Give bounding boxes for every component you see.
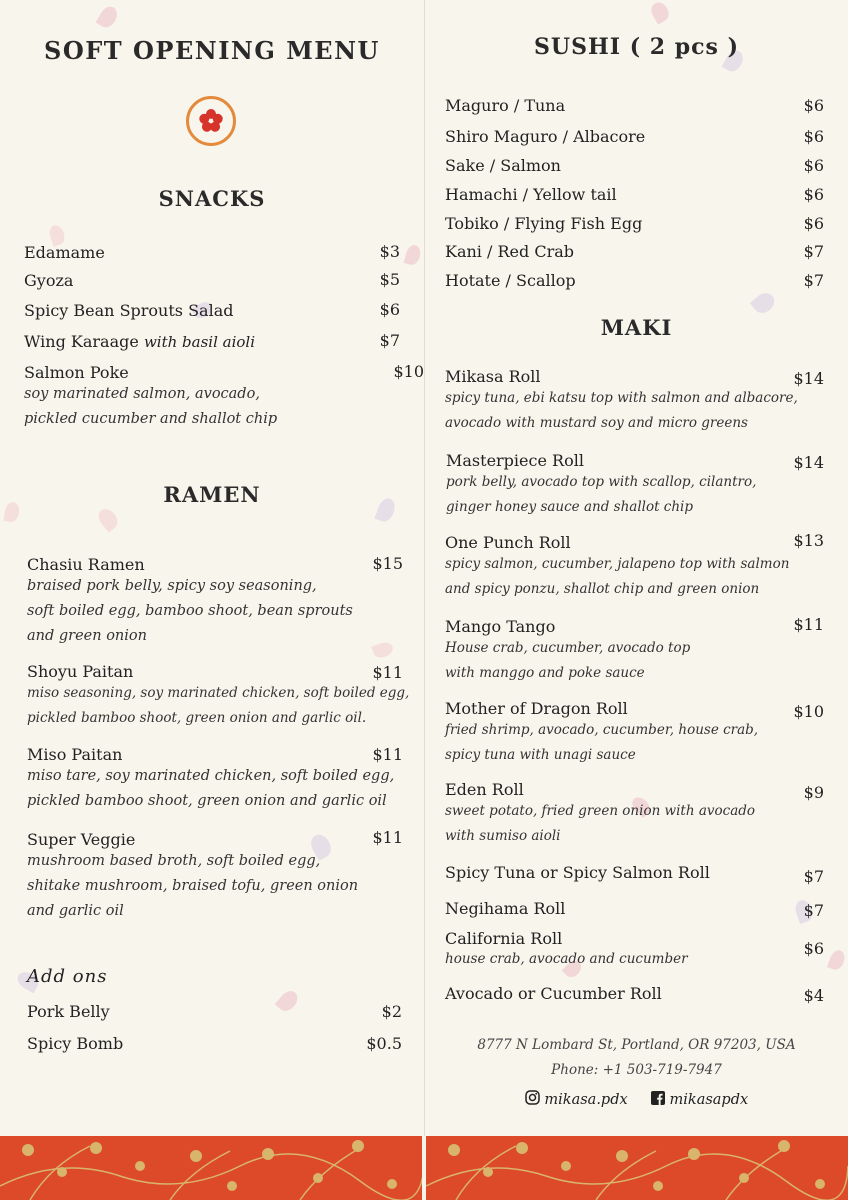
item-description: and garlic oil bbox=[27, 903, 124, 919]
item-name: Masterpiece Roll bbox=[446, 451, 584, 470]
item-price: $11 bbox=[372, 745, 403, 764]
item-price: $11 bbox=[793, 615, 824, 634]
item-name: Hamachi / Yellow tail bbox=[445, 185, 617, 204]
item-description: pickled cucumber and shallot chip bbox=[24, 411, 278, 427]
item-price: $13 bbox=[793, 531, 824, 550]
item-note: with basil aioli bbox=[143, 333, 256, 351]
addons-heading: Add ons bbox=[27, 966, 108, 987]
item-description: miso seasoning, soy marinated chicken, soft boiled egg, bbox=[27, 685, 410, 701]
item-name: Hotate / Scallop bbox=[445, 271, 576, 290]
item-price: $6 bbox=[803, 214, 824, 233]
item-description: with manggo and poke sauce bbox=[445, 665, 645, 681]
item-conjunction: or bbox=[518, 984, 536, 1003]
item-name: Mango Tango bbox=[445, 617, 556, 636]
item-price: $10 bbox=[393, 362, 424, 381]
item-price: $2 bbox=[381, 1002, 402, 1021]
sushi-heading: SUSHI ( 2 pcs ) bbox=[534, 34, 739, 60]
menu-item bbox=[24, 243, 105, 262]
item-description: and green onion bbox=[27, 628, 147, 644]
menu-item bbox=[445, 899, 565, 918]
item-description: pickled bamboo shoot, green onion and garlic oil bbox=[27, 793, 387, 809]
item-price: $7 bbox=[803, 867, 824, 886]
item-description: and spicy ponzu, shallot chip and green onion bbox=[445, 581, 760, 597]
menu-item bbox=[445, 533, 789, 602]
item-name: Avocado bbox=[445, 984, 513, 1003]
item-name: California Roll bbox=[445, 929, 563, 948]
item-name: One Punch Roll bbox=[445, 533, 571, 552]
social-links bbox=[425, 1090, 848, 1109]
item-name: Shiro Maguro / Albacore bbox=[445, 127, 646, 146]
item-name: Miso Paitan bbox=[27, 745, 123, 764]
item-description: pickled bamboo shoot, green onion and garlic oil. bbox=[27, 710, 367, 726]
menu-item bbox=[27, 1002, 110, 1021]
item-name: Eden Roll bbox=[445, 780, 524, 799]
item-name: Kani / Red Crab bbox=[445, 242, 574, 261]
menu-item bbox=[445, 214, 642, 233]
item-price: $11 bbox=[372, 828, 403, 847]
facebook-icon[interactable] bbox=[651, 1091, 665, 1109]
item-description: with sumiso aioli bbox=[445, 828, 561, 844]
instagram-handle[interactable]: mikasa.pdx bbox=[544, 1091, 628, 1108]
item-description: spicy salmon, cucumber, jalapeno top with salmon bbox=[445, 556, 790, 572]
item-description: House crab, cucumber, avocado top bbox=[445, 640, 691, 656]
item-name: Wing Karaage bbox=[24, 332, 139, 351]
item-name: Spicy Bomb bbox=[27, 1034, 124, 1053]
item-description: soy marinated salmon, avocado, bbox=[24, 386, 260, 402]
maki-heading: MAKI bbox=[600, 315, 673, 340]
item-price: $6 bbox=[803, 156, 824, 175]
item-price: $3 bbox=[379, 242, 400, 261]
item-description: shitake mushroom, braised tofu, green onion bbox=[27, 878, 359, 894]
item-price: $6 bbox=[379, 300, 400, 319]
item-price: $14 bbox=[793, 369, 824, 388]
item-name: Spicy Bean Sprouts Salad bbox=[24, 301, 234, 320]
menu-item bbox=[446, 451, 756, 520]
item-conjunction: or bbox=[540, 863, 558, 882]
item-price: $5 bbox=[379, 270, 400, 289]
phone: Phone: +1 503-719-7947 bbox=[551, 1062, 722, 1078]
item-description: spicy tuna with unagi sauce bbox=[445, 747, 636, 763]
item-name: Mikasa Roll bbox=[445, 367, 541, 386]
item-name: Tobiko / Flying Fish Egg bbox=[445, 214, 643, 233]
item-description: fried shrimp, avocado, cucumber, house crab, bbox=[445, 722, 759, 738]
item-description: soft boiled egg, bamboo shoot, bean sprouts bbox=[27, 603, 353, 619]
item-name: Cucumber Roll bbox=[540, 984, 662, 1003]
menu-item bbox=[445, 96, 565, 115]
item-description: ginger honey sauce and shallot chip bbox=[446, 499, 694, 515]
ramen-heading: RAMEN bbox=[163, 482, 261, 507]
menu-item bbox=[445, 185, 617, 204]
menu-item bbox=[24, 301, 233, 320]
item-price: $6 bbox=[803, 185, 824, 204]
menu-item bbox=[445, 863, 710, 882]
item-description: pork belly, avocado top with scallop, cilantro, bbox=[446, 474, 757, 490]
menu-item bbox=[445, 271, 576, 290]
snacks-heading: SNACKS bbox=[158, 186, 266, 211]
item-price: $6 bbox=[803, 96, 824, 115]
address: 8777 N Lombard St, Portland, OR 97203, USA bbox=[477, 1037, 796, 1053]
item-price: $4 bbox=[803, 986, 824, 1005]
menu-item bbox=[445, 780, 755, 849]
item-price: $6 bbox=[803, 127, 824, 146]
item-price: $7 bbox=[803, 901, 824, 920]
menu-item bbox=[27, 1034, 123, 1053]
menu-item bbox=[24, 271, 73, 290]
item-price: $7 bbox=[803, 271, 824, 290]
item-name: Mother of Dragon Roll bbox=[445, 699, 628, 718]
menu-item bbox=[27, 555, 353, 649]
menu-item bbox=[445, 127, 645, 146]
item-name: Shoyu Paitan bbox=[27, 662, 134, 681]
menu-title: SOFT OPENING MENU bbox=[44, 36, 380, 65]
item-name: Gyoza bbox=[24, 271, 74, 290]
facebook-handle[interactable]: mikasapdx bbox=[669, 1091, 749, 1108]
sakura-flower-icon bbox=[198, 108, 224, 134]
item-price: $6 bbox=[803, 939, 824, 958]
menu-item bbox=[445, 984, 662, 1003]
item-price: $7 bbox=[379, 331, 400, 350]
menu-item bbox=[27, 745, 394, 814]
instagram-icon[interactable] bbox=[525, 1090, 540, 1109]
item-description: house crab, avocado and cucumber bbox=[445, 951, 688, 967]
menu-item bbox=[445, 617, 690, 686]
band-fold-gap bbox=[422, 1136, 426, 1200]
item-name: Edamame bbox=[24, 243, 105, 262]
item-price: $7 bbox=[803, 242, 824, 261]
item-description: avocado with mustard soy and micro greens bbox=[445, 415, 748, 431]
item-description: braised pork belly, spicy soy seasoning, bbox=[27, 578, 317, 594]
item-name: Spicy Salmon Roll bbox=[562, 863, 710, 882]
item-name: Negihama Roll bbox=[445, 899, 566, 918]
menu-item bbox=[445, 699, 758, 768]
item-description: miso tare, soy marinated chicken, soft boiled egg, bbox=[27, 768, 395, 784]
logo bbox=[186, 96, 236, 146]
menu-item bbox=[445, 156, 561, 175]
menu-item bbox=[27, 662, 409, 731]
item-description: sweet potato, fried green onion with avocado bbox=[445, 803, 756, 819]
menu-item bbox=[24, 332, 255, 351]
menu-item bbox=[445, 367, 798, 436]
item-price: $11 bbox=[372, 663, 403, 682]
menu-item bbox=[27, 830, 358, 924]
item-price: $10 bbox=[793, 702, 824, 721]
item-name: Maguro / Tuna bbox=[445, 96, 566, 115]
item-description: mushroom based broth, soft boiled egg, bbox=[27, 853, 321, 869]
menu-item bbox=[445, 242, 574, 261]
item-name: Chasiu Ramen bbox=[27, 555, 145, 574]
item-name: Spicy Tuna bbox=[445, 863, 536, 882]
item-name: Pork Belly bbox=[27, 1002, 110, 1021]
item-name: Super Veggie bbox=[27, 830, 136, 849]
fold-line bbox=[424, 0, 425, 1136]
item-price: $14 bbox=[793, 453, 824, 472]
item-name: Salmon Poke bbox=[24, 363, 129, 382]
menu-item bbox=[445, 929, 688, 970]
item-price: $9 bbox=[803, 783, 824, 802]
menu-item bbox=[24, 363, 277, 432]
item-price: $0.5 bbox=[366, 1034, 402, 1053]
item-description: spicy tuna, ebi katsu top with salmon and albacore, bbox=[445, 390, 798, 406]
item-price: $15 bbox=[372, 554, 403, 573]
item-name: Sake / Salmon bbox=[445, 156, 561, 175]
